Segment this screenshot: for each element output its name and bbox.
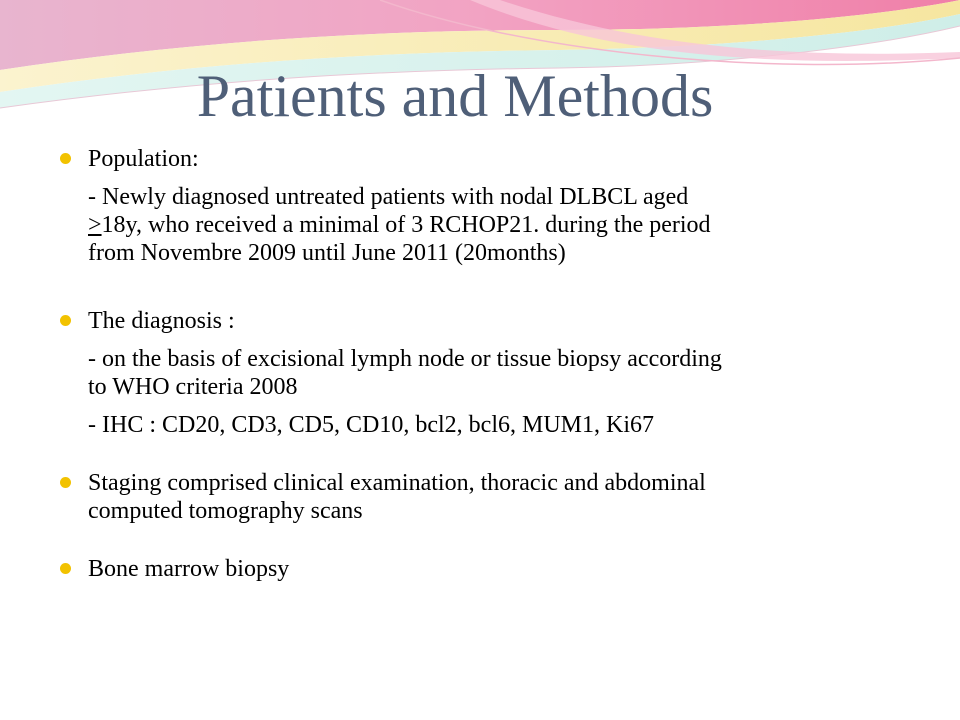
greater-equal-symbol: >: [88, 212, 102, 238]
sub-line: computed tomography scans: [88, 498, 363, 524]
sub-line: to WHO criteria 2008: [88, 374, 298, 400]
bullet-subtext: [58, 411, 888, 439]
bullet-label: Staging comprised clinical examination, thoracic and abdominal: [88, 470, 706, 496]
bullet-dot-icon: [60, 153, 71, 164]
bullet-subtext: [58, 345, 888, 401]
bullet-bone-marrow: [58, 555, 888, 583]
bullet-diagnosis: [58, 307, 888, 335]
sub-line: - IHC : CD20, CD3, CD5, CD10, bcl2, bcl6, MUM1, Ki67: [88, 412, 655, 438]
sub-line: - on the basis of excisional lymph node or tissue biopsy according: [88, 346, 722, 372]
page-title: Patients and Methods: [196, 63, 714, 129]
bullet-population: [58, 145, 888, 173]
slide-content: [58, 145, 888, 583]
bullet-dot-icon: [60, 315, 71, 326]
bullet-label: Bone marrow biopsy: [88, 556, 290, 582]
sub-line: 18y, who received a minimal of 3 RCHOP21. during the period: [101, 212, 711, 238]
bullet-dot-icon: [60, 563, 71, 574]
sub-line: from Novembre 2009 until June 2011 (20months): [88, 240, 566, 266]
bullet-subtext: [58, 183, 888, 267]
bullet-label: The diagnosis :: [88, 308, 235, 334]
bullet-staging: [58, 469, 888, 525]
sub-line: - Newly diagnosed untreated patients with nodal DLBCL aged: [88, 184, 689, 210]
bullet-label: Population:: [88, 146, 199, 172]
bullet-dot-icon: [60, 477, 71, 488]
